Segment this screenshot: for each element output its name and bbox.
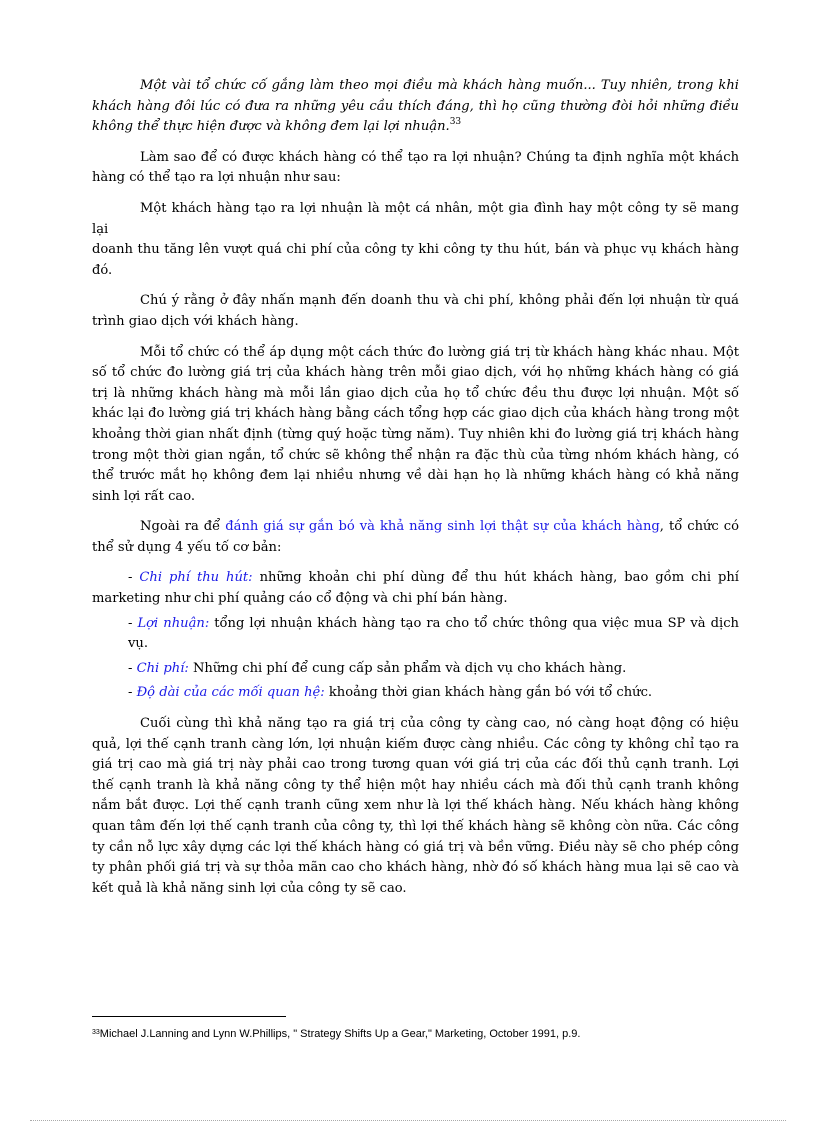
page-break-line [30,1120,786,1121]
definition-line-1: Một khách hàng tạo ra lợi nhuận là một cá nhân, một gia đình hay một công ty sẽ mang lại [92,200,739,237]
factor-desc: tổng lợi nhuận khách hàng tạo ra cho tổ chức thông qua việc mua SP và dịch vụ. [128,615,739,652]
factor-dash: - [128,660,137,676]
definition-line-2: doanh thu tăng lên vượt quá chi phí của công ty khi công ty thu hút, bán và phục vụ khách hàng đó. [92,242,739,278]
factor-term: Chi phí: [136,660,189,676]
note-paragraph: Chú ý rằng ở đây nhấn mạnh đến doanh thu và chi phí, không phải đến lợi nhuận từ quá trình giao dịch với khách hàng. [92,293,739,329]
factor-first-line [92,568,739,589]
footnote-number: 33 [92,1029,100,1036]
final-paragraph: Cuối cùng thì khả năng tạo ra giá trị của công ty càng cao, nó càng hoạt động có hiệu quả, lợi thế cạnh tranh càng lớn, lợi nhuận kiếm được càng nhiều. Các công ty không chỉ tạo ra giá trị cao mà giá trị này phải cao trong tương quan với giá trị của các đối thủ cạnh tranh. Lợi thế cạnh tranh là khả năng công ty thể hiện một hay nhiều cách mà đối thủ cạnh tranh không nắm bắt được. Lợi thế cạnh tranh cũng xem như là lợi thế khách hàng. Nếu khách hàng không quan tâm đến lợi thế cạnh tranh của công ty, thì lợi thế khách hàng sẽ không còn nữa. Các công ty cần nỗ lực xây dựng các lợi thế khách hàng có giá trị và bền vững. Điều này sẽ cho phép công ty phân phối giá trị và sự thỏa mãn cao cho khách hàng, nhờ đó số khách hàng mua lại sẽ cao và kết quả là khả năng sinh lợi của công ty sẽ cao. [92,716,739,896]
factor-dash: - [128,685,137,701]
factor-desc: khoảng thời gian khách hàng gắn bó với tổ chức. [324,685,653,701]
factor-term: Lợi nhuận: [137,615,210,631]
factor-dash: - [128,570,140,586]
footnote [92,1027,792,1041]
factors-intro-paragraph [92,517,739,558]
footnote-divider [92,1016,286,1017]
question-paragraph: Làm sao để có được khách hàng có thể tạo ra lợi nhuận? Chúng ta định nghĩa một khách hàng có thể tạo ra lợi nhuận như sau: [92,149,739,186]
factors-intro-before: Ngoài ra để [140,519,226,535]
factor-desc: những khoản chi phí dùng để thu hút khách hàng, bao gồm chi phí [252,570,739,586]
measure-paragraph: Mỗi tổ chức có thể áp dụng một cách thức đo lường giá trị từ khách hàng khác nhau. Một số tổ chức đo lường giá trị của khách hàng trên mỗi giao dịch, với họ những khách hàng có giá trị là những khách hàng mà mỗi lần giao dịch của họ tổ chức đều thu được lợi nhuận. Một số khác lại đo lường giá trị khách hàng bằng cách tổng hợp các giao dịch của khách hàng trong một khoảng thời gian nhất định (từng quý hoặc từng năm). Tuy nhiên khi đo lường giá trị khách hàng trong một thời gian ngắn, tổ chức sẽ không thể nhận ra đặc thù của từng nhóm khách hàng, có thể trước mắt họ không đem lại nhiều nhưng về dài hạn họ là những khách hàng có khả năng sinh lợi rất cao. [92,344,739,504]
factor-continuation: marketing như chi phí quảng cáo cổ động và chi phí bán hàng. [92,591,508,607]
quote-paragraph [92,76,739,138]
footnote-ref: 33 [449,117,462,128]
factor-term: Chi phí thu hút: [139,570,253,586]
factor-first-line [92,659,739,680]
factor-item [92,659,739,680]
footnote-text: Michael J.Lanning and Lynn W.Phillips, " Strategy Shifts Up a Gear," Marketing, October 1991, p.9. [99,1028,581,1040]
factor-first-line [92,683,739,704]
factor-item [92,568,739,609]
factors-intro-after: , tổ chức có thể sử dụng 4 yếu tố cơ bản: [92,519,739,555]
factor-item [92,614,739,655]
factor-item [92,683,739,704]
factor-first-line [92,614,739,655]
factor-term: Độ dài của các mối quan hệ: [136,685,325,701]
factor-desc: Những chi phí để cung cấp sản phẩm và dịch vụ cho khách hàng. [188,660,627,676]
factors-link-text: đánh giá sự gắn bó và khả năng sinh lợi thật sự của khách hàng [225,519,660,535]
quote-text: Một vài tổ chức cố gắng làm theo mọi điều mà khách hàng muốn... Tuy nhiên, trong khi khách hàng đôi lúc có đưa ra những yêu cầu thích đáng, thì họ cũng thường đòi hỏi những điều không thể thực hiện được và không đem lại lợi nhuận. [92,78,739,135]
factor-dash: - [128,615,138,631]
document-body [92,76,739,909]
